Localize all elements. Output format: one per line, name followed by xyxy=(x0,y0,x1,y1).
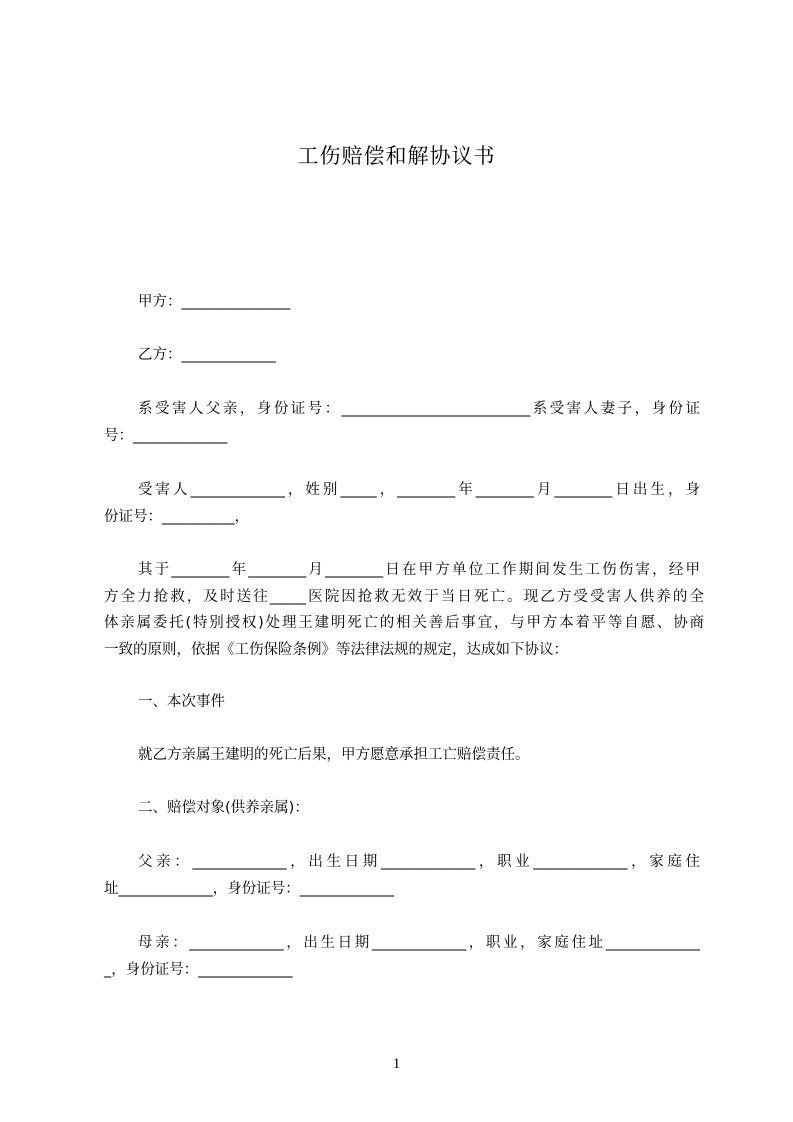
paragraph-line: 号：_____________ xyxy=(104,428,228,444)
section-heading: 二、赔偿对象(供养亲属)： xyxy=(138,800,309,816)
paragraph-line: 父亲：_____________，出生日期_____________，职业_____________，家庭住 xyxy=(138,854,700,870)
paragraph-line: 一致的原则，依据《工伤保险条例》等法律法规的规定，达成如下协议： xyxy=(104,642,568,658)
paragraph-line: 母亲：_____________，出生日期_____________，职业，家庭住址_____________ xyxy=(138,935,700,951)
section-heading: 一、本次事件 xyxy=(138,694,225,710)
paragraph-line: 就乙方亲属王建明的死亡后果，甲方愿意承担工亡赔偿责任。 xyxy=(138,747,530,763)
party-b-line: 乙方：_____________ xyxy=(138,347,276,363)
paragraph-line: 其于________年________月________日在甲方单位工作期间发生工伤伤害，经甲 xyxy=(138,562,700,578)
paragraph-line: 受害人_____________，姓别_____，________年________月________日出生，身 xyxy=(138,482,700,498)
paragraph-line: 址_____________，身份证号：_____________ xyxy=(104,881,394,897)
page-number: 1 xyxy=(392,1056,401,1072)
paragraph-line: _，身份证号：_____________ xyxy=(104,962,293,978)
party-a-line: 甲方：_______________ xyxy=(138,294,291,310)
paragraph-line: 方全力抢救，及时送往_____医院因抢救无效于当日死亡。现乙方受受害人供养的全 xyxy=(104,589,704,605)
document-title: 工伤赔偿和解协议书 xyxy=(297,144,496,168)
paragraph-line: 体亲属委托(特别授权)处理王建明死亡的相关善后事宜，与甲方本着平等自愿、协商 xyxy=(104,615,704,631)
paragraph-line: 份证号：__________， xyxy=(104,509,249,525)
paragraph-line: 系受害人父亲，身份证号：__________________________系受害人妻子，身份证 xyxy=(138,401,700,417)
